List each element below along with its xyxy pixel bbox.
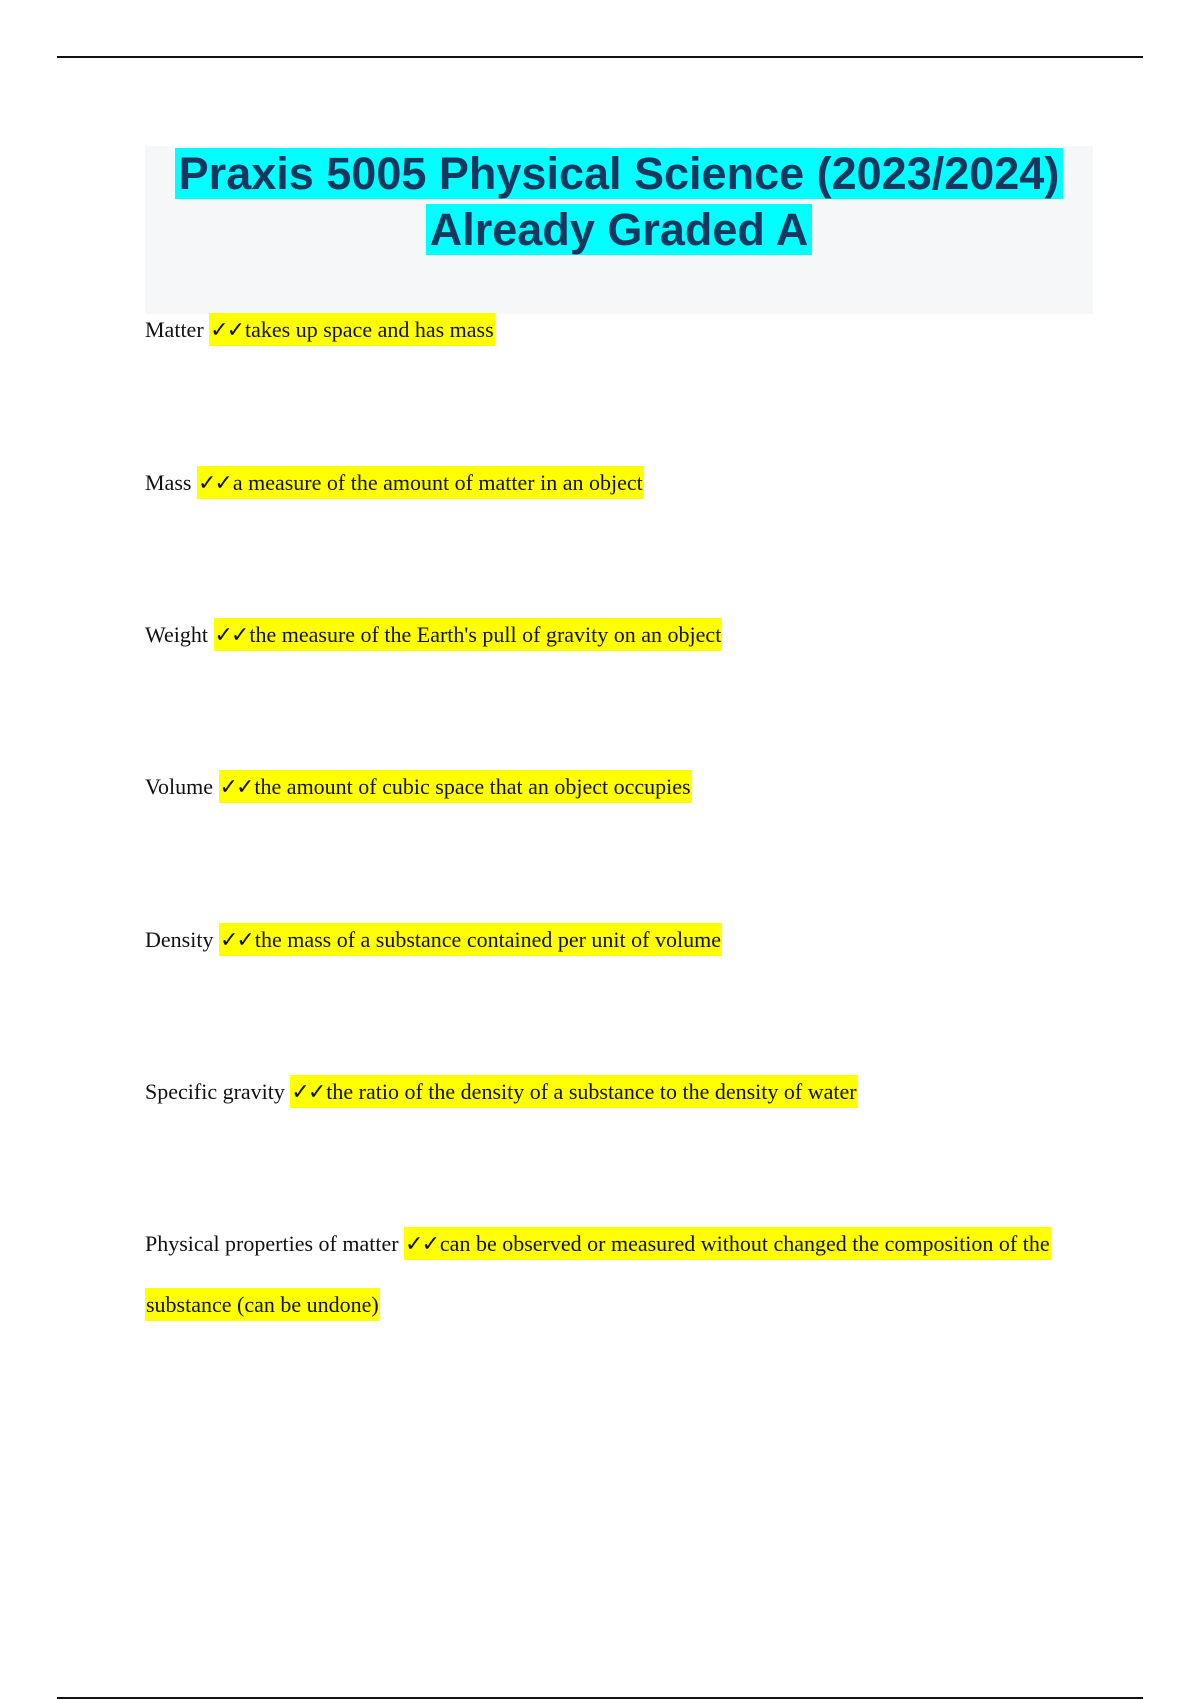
double-check-icon: ✓✓ <box>291 1080 325 1105</box>
double-check-icon: ✓✓ <box>197 471 231 496</box>
double-check-icon: ✓✓ <box>214 623 248 648</box>
entry-definition-text: can be observed or measured without changed the composition of the substance (can be undone) <box>146 1231 1050 1317</box>
entry-definition-text: the amount of cubic space that an object occupies <box>254 774 691 799</box>
entry-definition-text: the mass of a substance contained per unit of volume <box>254 927 721 952</box>
entry-term: Weight <box>145 622 208 647</box>
entry-definition-text: a measure of the amount of matter in an object <box>232 470 643 495</box>
entry-term: Density <box>145 927 214 952</box>
bottom-rule <box>57 1697 1143 1699</box>
entry-mass <box>145 453 1085 514</box>
entry-definition-text: the ratio of the density of a substance to the density of water <box>326 1079 857 1104</box>
entry-definition-text: the measure of the Earth's pull of gravity on an object <box>249 622 722 647</box>
double-check-icon: ✓✓ <box>219 928 253 953</box>
entry-matter <box>145 300 1085 361</box>
document-title <box>145 146 1093 258</box>
entry-definition <box>214 618 723 651</box>
title-box <box>145 146 1093 314</box>
entry-definition <box>290 1075 857 1108</box>
entry-definition <box>219 770 692 803</box>
entry-definition <box>197 466 644 499</box>
entry-definition-text: takes up space and has mass <box>245 317 494 342</box>
entry-term: Matter <box>145 317 204 342</box>
entry-density <box>145 910 1085 971</box>
entry-physical-properties <box>145 1214 1085 1335</box>
entry-term: Specific gravity <box>145 1079 285 1104</box>
entry-volume <box>145 757 1085 818</box>
entry-term: Mass <box>145 470 192 495</box>
entry-term: Physical properties of matter <box>145 1231 399 1256</box>
double-check-icon: ✓✓ <box>405 1232 438 1257</box>
double-check-icon: ✓✓ <box>210 318 244 343</box>
top-rule <box>57 56 1143 58</box>
entry-weight <box>145 605 1085 666</box>
entry-definition <box>219 923 722 956</box>
document-title-text: Praxis 5005 Physical Science (2023/2024) Already Graded A <box>175 148 1064 255</box>
double-check-icon: ✓✓ <box>219 775 253 800</box>
entry-definition <box>209 313 495 346</box>
entry-specific-gravity <box>145 1062 1085 1123</box>
entry-term: Volume <box>145 774 214 799</box>
